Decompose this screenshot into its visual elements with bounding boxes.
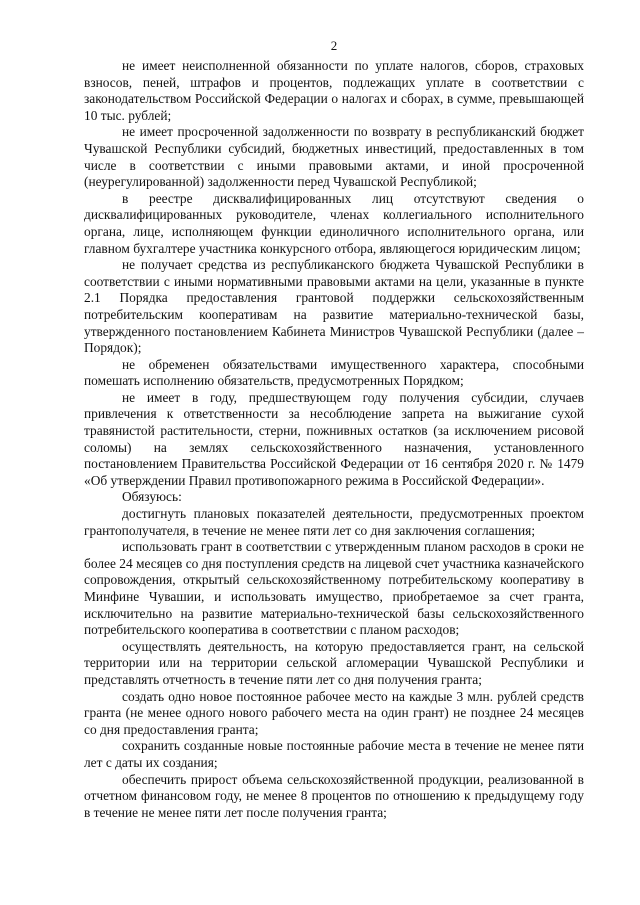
paragraph-tax-obligations: не имеет неисполненной обязанности по уплате налогов, сборов, страховых взносов, пеней, штрафов и процентов, подлежащих уплате в соответствии с законодательством Российской Федерации о налогах и сборах, в сумме, превышающей 10 тыс. рублей; bbox=[84, 58, 584, 123]
paragraph-keep-jobs: сохранить созданные новые постоянные рабочие места в течение не менее пяти лет с даты их создания; bbox=[84, 738, 584, 770]
paragraph-no-encumbrance: не обременен обязательствами имущественного характера, способными помешать исполнению обязательств, предусмотренных Порядком; bbox=[84, 356, 584, 389]
paragraph-new-jobs: создать одно новое постоянное рабочее место на каждые 3 млн. рублей средств гранта (не менее одного нового рабочего места на один грант) не позднее 24 месяцев со дня предоставления гранта; bbox=[84, 688, 584, 737]
paragraph-grant-usage: использовать грант в соответствии с утвержденным планом расходов в сроки не более 24 месяцев со дня поступления средств на лицевой счет участника казначейского сопровождения, открытый сельскохозяйственному потребительскому кооперативу в Минфине Чувашии, и использовать имущество, приобретаемое за счет гранта, исключительно на развитие материально-технической базы сельскохозяйственного потребительского кооператива в соответствии с планом расходов; bbox=[84, 539, 584, 638]
paragraph-no-other-funds: не получает средства из республиканского бюджета Чувашской Республики в соответствии с иными нормативными правовыми актами на цели, указанные в пункте 2.1 Порядка предоставления грантовой поддержки сельскохозяйственным потребительским кооперативам на развитие материально-технической базы, утвержденного постановлением Кабинета Министров Чувашской Республики (далее – Порядок); bbox=[84, 257, 584, 356]
paragraph-rural-activity: осуществлять деятельность, на которую предоставляется грант, на сельской территории или на территории сельской агломерации Чувашской Республики и представлять отчетность в течение пяти лет со дня получения гранта; bbox=[84, 638, 584, 687]
paragraph-fire-regime: не имеет в году, предшествующем году получения субсидии, случаев привлечения к ответственности за несоблюдение запрета на выжигание сухой травянистой растительности, стерни, пожнивных остатков (за исключением рисовой соломы) на землях сельскохозяйственного назначения, установленного постановлением Правительства Российской Федерации от 16 сентября 2020 г. № 1479 «Об утверждении Правил противопожарного режима в Российской Федерации». bbox=[84, 389, 584, 488]
page-number: 2 bbox=[330, 38, 338, 53]
paragraph-disqualified-registry: в реестре дисквалифицированных лиц отсутствуют сведения о дисквалифицированных руководителе, членах коллегиального исполнительного органа, лице, исполняющем функции единоличного исполнительного органа, или главном бухгалтере участника конкурсного отбора, являющегося юридическим лицом; bbox=[84, 190, 584, 256]
paragraph-commitment-heading: Обязуюсь: bbox=[122, 489, 182, 505]
paragraph-budget-debt: не имеет просроченной задолженности по возврату в республиканский бюджет Чувашской Республики субсидий, бюджетных инвестиций, предоставленных в том числе в соответствии с иными правовыми актами, и иной просроченной (неурегулированной) задолженности перед Чувашской Республикой; bbox=[84, 124, 584, 190]
paragraph-production-growth: обеспечить прирост объема сельскохозяйственной продукции, реализованной в отчетном финансовом году, не менее 8 процентов по отношению к предыдущему году в течение не менее пяти лет после получения гранта; bbox=[84, 771, 584, 820]
paragraph-planned-indicators: достигнуть плановых показателей деятельности, предусмотренных проектом грантополучателя, в течение не менее пяти лет со дня заключения соглашения; bbox=[84, 506, 584, 538]
